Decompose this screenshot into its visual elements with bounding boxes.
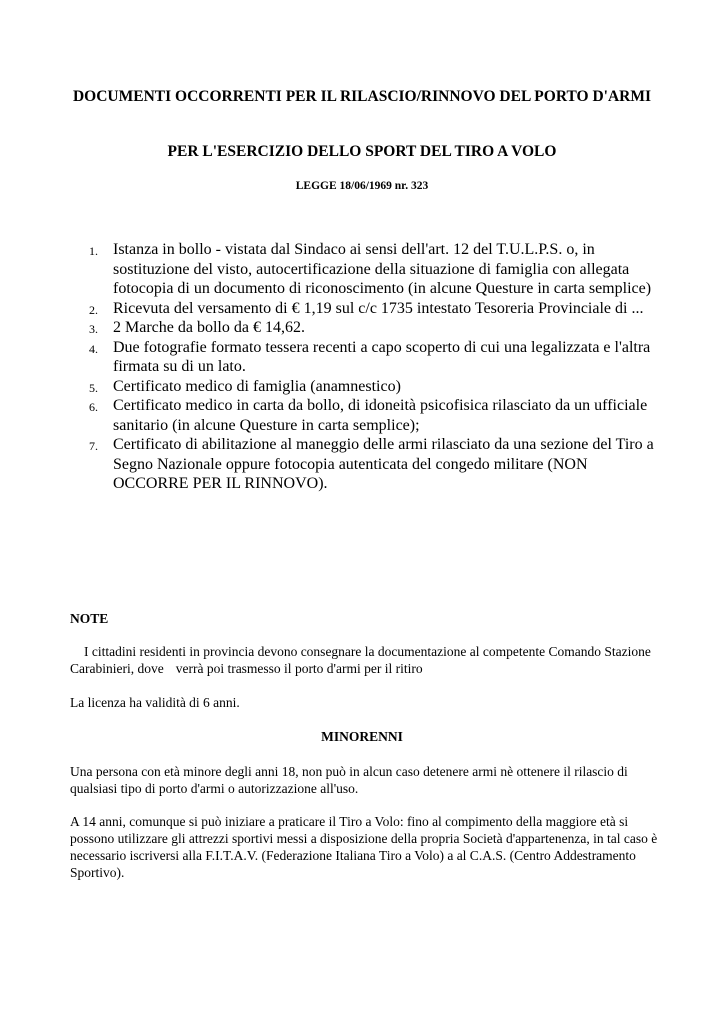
document-title: DOCUMENTI OCCORRENTI PER IL RILASCIO/RINNOVO DEL PORTO D'ARMI <box>72 88 652 105</box>
list-item-text: Certificato medico in carta da bollo, di idoneità psicofisica rilasciato da un ufficiale sanitario (in alcune Questure in carta semplice); <box>113 397 648 434</box>
list-item <box>70 338 660 377</box>
notes-paragraph-delivery <box>70 643 660 677</box>
list-item <box>70 435 660 494</box>
notes-paragraph-validity: La licenza ha validità di 6 anni. <box>70 695 240 710</box>
law-reference: LEGGE 18/06/1969 nr. 323 <box>295 180 429 192</box>
list-item-number: 2. <box>89 302 98 317</box>
document-subtitle: PER L'ESERCIZIO DELLO SPORT DEL TIRO A VOLO <box>167 143 557 160</box>
list-item-number: 3. <box>89 322 98 336</box>
list-item <box>70 240 660 299</box>
list-item-text: Certificato di abilitazione al maneggio delle armi rilasciato da una sezione del Tiro a Segno Nazionale oppure fotocopia autenticata del congedo militare (NON OCCORRE PER IL RINNOVO). <box>113 436 654 492</box>
list-item-text: 2 Marche da bollo da € 14,62. <box>113 319 305 336</box>
notes-paragraph-delivery-part1: I cittadini residenti in provincia devono consegnare la documentazione al competente Comando Stazione Carabinieri, dove <box>70 644 651 676</box>
minors-paragraph-practice: A 14 anni, comunque si può iniziare a praticare il Tiro a Volo: fino al compimento della maggiore età si possono utilizzare gli attrezzi sportivi messi a disposizione della propria Società d'appartenenza, in tal caso è necessario iscriversi alla F.I.T.A.V. (Federazione Italiana Tiro a Volo) a al C.A.S. (Centro Addestramento Sportivo). <box>70 814 658 880</box>
list-item-number: 6. <box>89 400 98 414</box>
list-item-text: Certificato medico di famiglia (anamnestico) <box>113 377 401 395</box>
minors-paragraph-restriction: Una persona con età minore degli anni 18, non può in alcun caso detenere armi nè ottenere il rilascio di qualsiasi tipo di porto d'armi o autorizzazione all'uso. <box>70 764 628 796</box>
list-item-text: Ricevuta del versamento di € 1,19 sul c/c 1735 intestato Tesoreria Provinciale di ... <box>113 299 644 317</box>
list-item <box>70 299 660 319</box>
notes-heading: NOTE <box>70 611 109 626</box>
notes-paragraph-delivery-part2: verrà poi trasmesso il porto d'armi per il ritiro <box>175 661 423 676</box>
list-item-text: Due fotografie formato tessera recenti a capo scoperto di cui una legalizzata e l'altra firmata su di un lato. <box>113 338 651 375</box>
list-item-number: 5. <box>89 380 98 395</box>
minors-heading: MINORENNI <box>321 729 403 744</box>
list-item <box>70 318 660 338</box>
list-item <box>70 377 660 397</box>
list-item-text: Istanza in bollo - vistata dal Sindaco ai sensi dell'art. 12 del T.U.L.P.S. o, in sostituzione del visto, autocertificazione della situazione di famiglia con allegata fotocopia di un documento di riconoscimento (in alcune Questure in carta semplice) <box>113 241 652 297</box>
list-item-number: 1. <box>89 244 98 258</box>
list-item-number: 4. <box>89 341 98 356</box>
required-documents-list <box>70 240 660 494</box>
list-item <box>70 396 660 435</box>
list-item-number: 7. <box>89 439 98 453</box>
